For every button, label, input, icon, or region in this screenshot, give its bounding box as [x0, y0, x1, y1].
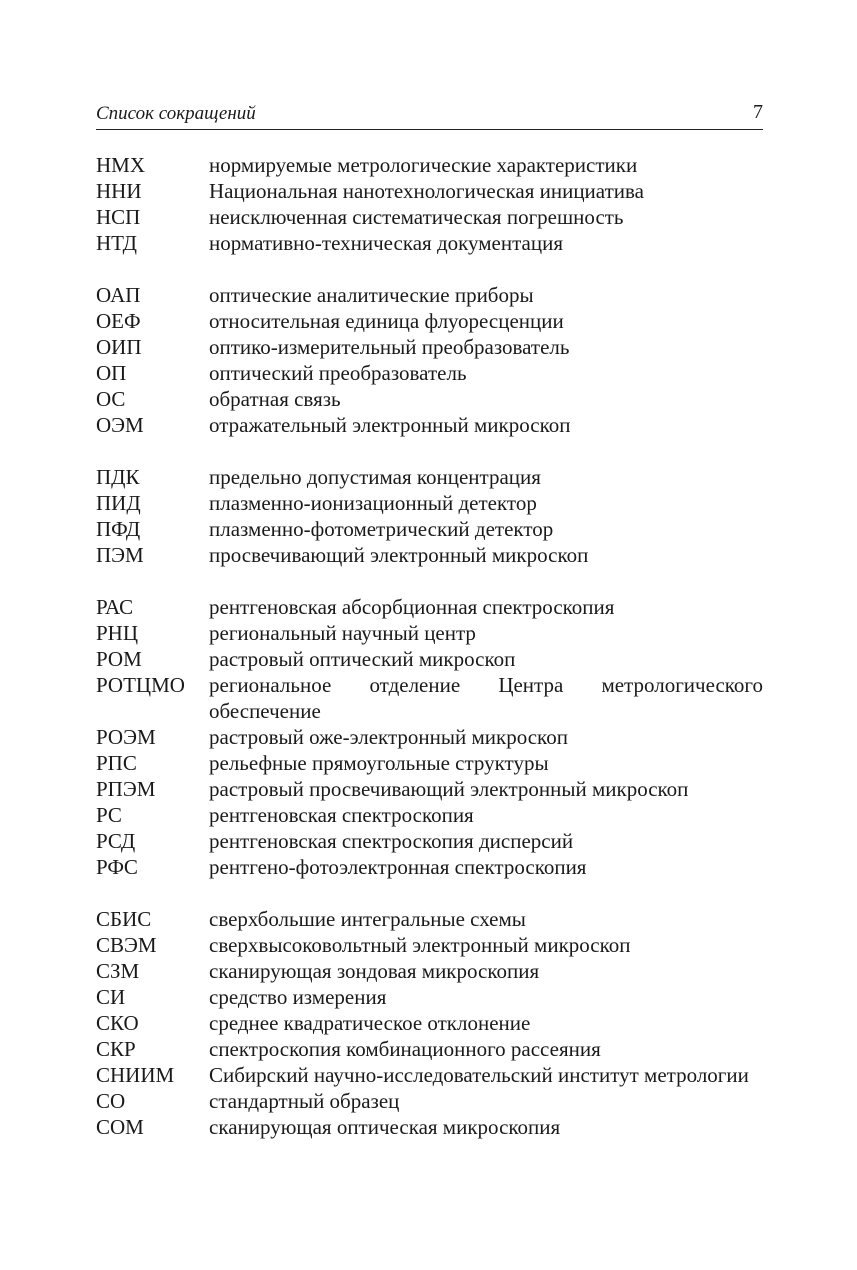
abbreviation-entry	[96, 334, 763, 360]
abbreviation-definition: отражательный электронный микроскоп	[209, 413, 571, 437]
page-number: 7	[753, 101, 763, 123]
abbreviation-entry	[96, 828, 763, 854]
abbreviation-definition: Национальная нанотехнологическая инициатива	[209, 179, 644, 203]
abbreviation-group	[96, 282, 763, 438]
abbreviation-definition: рентгеновская спектроскопия дисперсий	[209, 829, 574, 853]
abbreviation-term: НСП	[96, 205, 141, 229]
abbreviation-entry	[96, 308, 763, 334]
abbreviation-definition: рентгеновская спектроскопия	[209, 803, 474, 827]
abbreviation-term: ОАП	[96, 283, 141, 307]
abbreviation-term: СОМ	[96, 1115, 144, 1139]
abbreviation-term: ПДК	[96, 465, 140, 489]
abbreviation-term: ОП	[96, 361, 127, 385]
abbreviation-entry	[96, 542, 763, 568]
abbreviation-term: РОТЦМО	[96, 673, 185, 697]
abbreviation-term: РОМ	[96, 647, 142, 671]
abbreviation-term: СЗМ	[96, 959, 140, 983]
abbreviation-definition: региональный научный центр	[209, 621, 476, 645]
abbreviation-entry	[96, 204, 763, 230]
abbreviation-definition: оптико-измерительный преобразователь	[209, 335, 570, 359]
abbreviation-definition: предельно допустимая концентрация	[209, 465, 541, 489]
abbreviation-term: ОС	[96, 387, 126, 411]
abbreviation-term: РФС	[96, 855, 138, 879]
abbreviation-definition: нормативно-техническая документация	[209, 231, 563, 255]
abbreviation-term: СКР	[96, 1037, 136, 1061]
abbreviation-definition: сканирующая оптическая микроскопия	[209, 1115, 561, 1139]
page-header	[96, 101, 763, 130]
abbreviation-entry	[96, 776, 763, 802]
abbreviation-entry	[96, 178, 763, 204]
abbreviation-group	[96, 464, 763, 568]
abbreviation-entry	[96, 386, 763, 412]
abbreviation-term: НМХ	[96, 153, 146, 177]
abbreviation-definition: оптический преобразователь	[209, 361, 467, 385]
abbreviation-term: РНЦ	[96, 621, 139, 645]
abbreviation-definition: относительная единица флуоресценции	[209, 309, 564, 333]
abbreviation-entry	[96, 1010, 763, 1036]
abbreviation-group	[96, 594, 763, 880]
abbreviation-entry	[96, 802, 763, 828]
abbreviation-entry	[96, 1114, 763, 1140]
abbreviation-definition: среднее квадратическое отклонение	[209, 1011, 531, 1035]
abbreviation-definition: растровый оже-электронный микроскоп	[209, 725, 568, 749]
abbreviation-entry	[96, 958, 763, 984]
abbreviation-definition: рельефные прямоугольные структуры	[209, 751, 549, 775]
abbreviation-definition: сканирующая зондовая микроскопия	[209, 959, 540, 983]
abbreviation-term: ПЭМ	[96, 543, 144, 567]
abbreviation-definition: просвечивающий электронный микроскоп	[209, 543, 589, 567]
abbreviation-entry	[96, 412, 763, 438]
abbreviation-definition: средство измерения	[209, 985, 387, 1009]
abbreviation-entry	[96, 672, 763, 724]
abbreviation-term: РПС	[96, 751, 137, 775]
abbreviation-entry	[96, 230, 763, 256]
abbreviation-entry	[96, 516, 763, 542]
abbreviation-definition: плазменно-фотометрический детектор	[209, 517, 554, 541]
abbreviation-entry	[96, 1062, 763, 1088]
abbreviation-entry	[96, 906, 763, 932]
abbreviation-entry	[96, 646, 763, 672]
header-title: Список сокращений	[96, 103, 256, 124]
abbreviation-definition: стандартный образец	[209, 1089, 400, 1113]
abbreviation-term: НТД	[96, 231, 137, 255]
abbreviation-term: СО	[96, 1089, 126, 1113]
abbreviation-term: ОИП	[96, 335, 142, 359]
abbreviation-entry	[96, 490, 763, 516]
abbreviation-definition: сверхвысоковольтный электронный микроскоп	[209, 933, 631, 957]
abbreviation-definition: спектроскопия комбинационного рассеяния	[209, 1037, 601, 1061]
abbreviation-entry	[96, 984, 763, 1010]
abbreviation-term: СБИС	[96, 907, 152, 931]
abbreviation-definition: растровый оптический микроскоп	[209, 647, 516, 671]
abbreviation-definition: Сибирский научно-исследовательский институт метрологии	[209, 1063, 749, 1087]
abbreviation-entry	[96, 594, 763, 620]
abbreviation-definition: нормируемые метрологические характеристики	[209, 153, 638, 177]
abbreviation-term: ПФД	[96, 517, 141, 541]
abbreviation-entry	[96, 1088, 763, 1114]
abbreviation-term: РСД	[96, 829, 136, 853]
abbreviation-entry	[96, 1036, 763, 1062]
abbreviation-term: РПЭМ	[96, 777, 156, 801]
abbreviation-term: ОЕФ	[96, 309, 141, 333]
abbreviation-definition: растровый просвечивающий электронный микроскоп	[209, 777, 689, 801]
abbreviation-definition: оптические аналитические приборы	[209, 283, 534, 307]
abbreviation-term: РАС	[96, 595, 134, 619]
abbreviation-group	[96, 906, 763, 1140]
abbreviation-term: ПИД	[96, 491, 141, 515]
abbreviation-entry	[96, 360, 763, 386]
abbreviation-entry	[96, 620, 763, 646]
abbreviation-group	[96, 152, 763, 256]
abbreviation-definition: сверхбольшие интегральные схемы	[209, 907, 526, 931]
abbreviation-definition: рентгеновская абсорбционная спектроскопия	[209, 595, 615, 619]
abbreviation-definition: неисключенная систематическая погрешность	[209, 205, 624, 229]
abbreviation-entry	[96, 282, 763, 308]
abbreviation-entry	[96, 724, 763, 750]
abbreviation-entry	[96, 464, 763, 490]
abbreviation-term: СВЭМ	[96, 933, 157, 957]
abbreviation-term: СНИИМ	[96, 1063, 175, 1087]
abbreviation-term: РС	[96, 803, 122, 827]
abbreviation-definition: плазменно-ионизационный детектор	[209, 491, 537, 515]
abbreviation-term: РОЭМ	[96, 725, 156, 749]
abbreviation-term: СКО	[96, 1011, 139, 1035]
abbreviation-entry	[96, 152, 763, 178]
abbreviation-definition: обратная связь	[209, 387, 341, 411]
abbreviation-list	[96, 152, 763, 1166]
abbreviation-entry	[96, 750, 763, 776]
abbreviation-definition: региональное отделение Центра метрологического обеспечение	[209, 673, 763, 723]
abbreviation-entry	[96, 854, 763, 880]
abbreviation-term: ННИ	[96, 179, 142, 203]
abbreviation-term: ОЭМ	[96, 413, 144, 437]
abbreviation-definition: рентгено-фотоэлектронная спектроскопия	[209, 855, 587, 879]
abbreviation-term: СИ	[96, 985, 126, 1009]
abbreviation-entry	[96, 932, 763, 958]
